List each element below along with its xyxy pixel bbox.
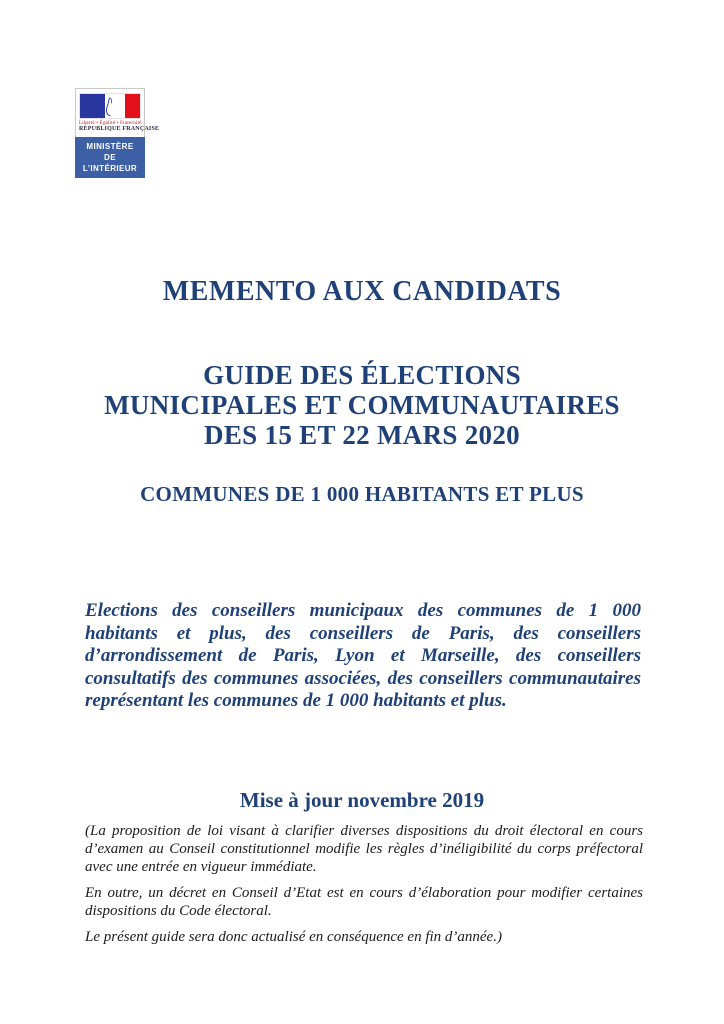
audience-line: COMMUNES DE 1 000 HABITANTS ET PLUS	[140, 482, 584, 506]
document-subtitle	[0, 360, 724, 450]
republique-francaise-label: RÉPUBLIQUE FRANÇAISE	[79, 126, 160, 132]
french-flag	[79, 93, 141, 119]
subtitle-line: MUNICIPALES ET COMMUNAUTAIRES	[104, 390, 620, 420]
update-heading: Mise à jour novembre 2019	[239, 788, 485, 812]
ministry-logo	[75, 88, 160, 178]
lead-paragraph: Elections des conseillers municipaux des communes de 1 000 habitants et plus, des conseillers de Paris, des conseillers d’arrondissement de Paris, Lyon et Marseille, des conseillers consultatifs des communes associées, des conseillers communautaires représentant les communes de 1 000 habitants et plus.	[85, 600, 641, 711]
flag-white-band	[105, 94, 125, 118]
flag-red-band	[125, 94, 140, 118]
ministry-name-line: L’INTÉRIEUR	[82, 164, 138, 173]
republique-francaise-block	[75, 88, 160, 137]
document-title: MEMENTO AUX CANDIDATS	[162, 276, 562, 307]
note-paragraph: En outre, un décret en Conseil d’Etat est en cours d’élaboration pour modifier certaines dispositions du Code électoral.	[85, 885, 643, 919]
motto-text: Liberté • Égalité • Fraternité	[79, 121, 142, 126]
marianne-profile-icon	[99, 95, 119, 119]
note-paragraph: (La proposition de loi visant à clarifier diverses dispositions du droit électoral en cours d’examen au Conseil constitutionnel modifie les règles d’inéligibilité du corps préfectoral avec une entrée en vigueur immédiate.	[85, 823, 643, 875]
subtitle-line: GUIDE DES ÉLECTIONS	[203, 360, 521, 390]
note-paragraph: Le présent guide sera donc actualisé en conséquence en fin d’année.)	[85, 929, 502, 945]
subtitle-line: DES 15 ET 22 MARS 2020	[204, 420, 520, 450]
ministry-name-box	[75, 137, 145, 178]
ministry-name-line: DE	[104, 153, 116, 162]
notes-section	[85, 822, 643, 954]
ministry-name-line: MINISTÈRE	[86, 142, 134, 151]
